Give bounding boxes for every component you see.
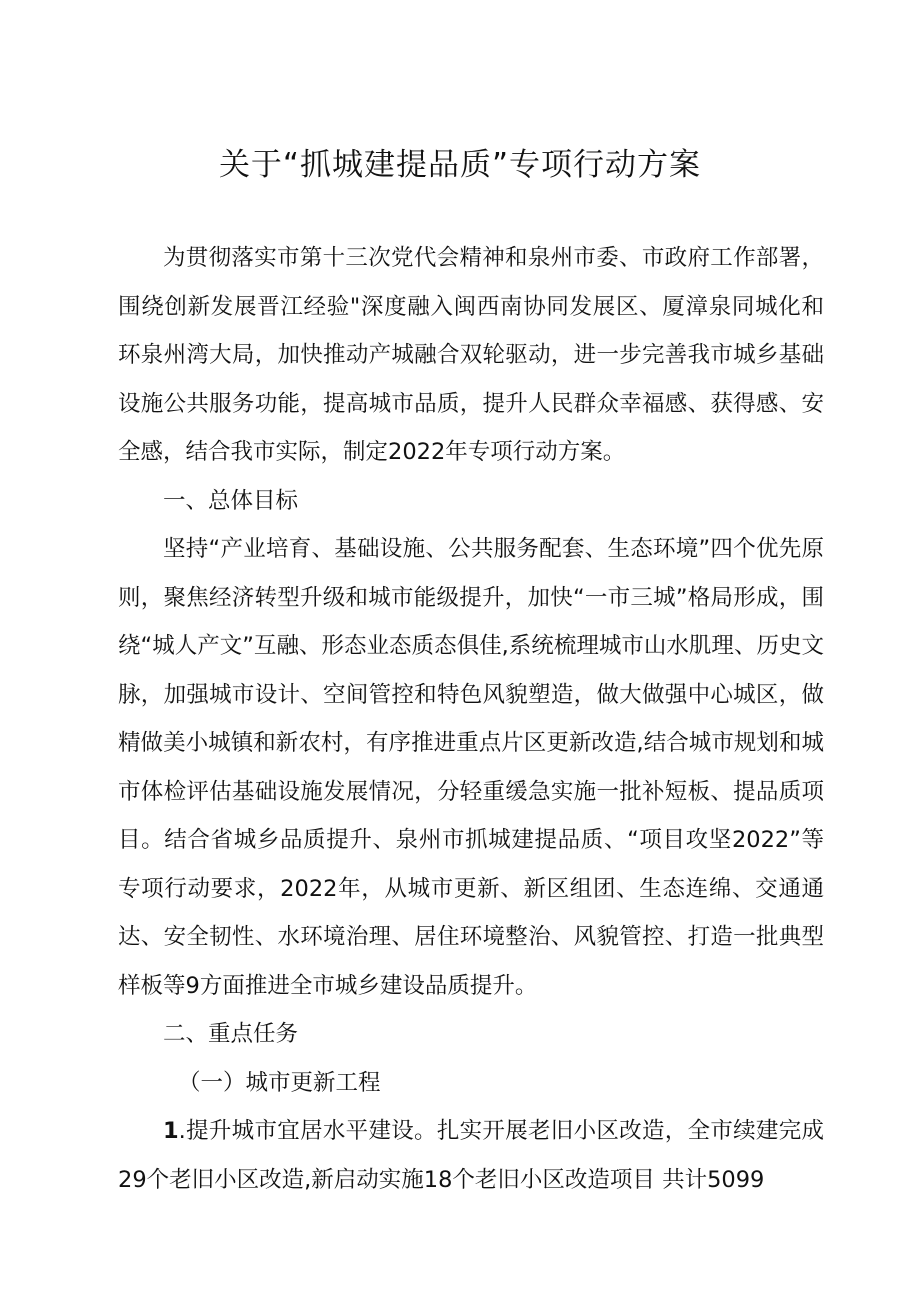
section-2-heading: 二、重点任务 [163,1021,299,1047]
subsection-1-heading: （一）城市更新工程 [178,1069,381,1096]
document-body [118,234,824,1204]
document-title: 关于“抓城建提品质”专项行动方案 [218,147,702,183]
item-1-text: .提升城市宜居水平建设。扎实开展老旧小区改造，全市续建完成29个老旧小区改造,新启动实施18个老旧小区改造项目 共计5099 [118,1118,824,1193]
item-1-paragraph [118,1107,824,1204]
section-1-heading: 一、总体目标 [163,487,299,514]
section-1-paragraph: 坚持“产业培育、基础设施、公共服务配套、生态环境”四个优先原则，聚焦经济转型升级和城市能级提升，加快“一市三城”格局形成，围绕“城人产文”互融、形态业态质态俱佳,系统梳理城市山水肌理、历史文脉，加强城市设计、空间管控和特色风貌塑造，做大做强中心城区，做精做美小城镇和新农村，有序推进重点片区更新改造,结合城市规划和城市体检评估基础设施发展情况，分轻重缓急实施一批补短板、提品质项目。结合省城乡品质提升、泉州市抓城建提品质、“项目攻坚2022”等专项行动要求，2022年，从城市更新、新区组团、生态连绵、交通通达、安全韧性、水环境治理、居住环境整治、风貌管控、打造一批典型样板等9方面推进全市城乡建设品质提升。 [118,536,824,999]
item-1-number: 1 [163,1118,179,1144]
intro-paragraph: 为贯彻落实市第十三次党代会精神和泉州市委、市政府工作部署，围绕创新发展晋江经验"深度融入闽西南协同发展区、厦漳泉同城化和环泉州湾大局，加快推动产城融合双轮驱动，进一步完善我市城乡基础设施公共服务功能，提高城市品质，提升人民群众幸福感、获得感、安全感，结合我市实际，制定2022年专项行动方案。 [118,245,824,465]
